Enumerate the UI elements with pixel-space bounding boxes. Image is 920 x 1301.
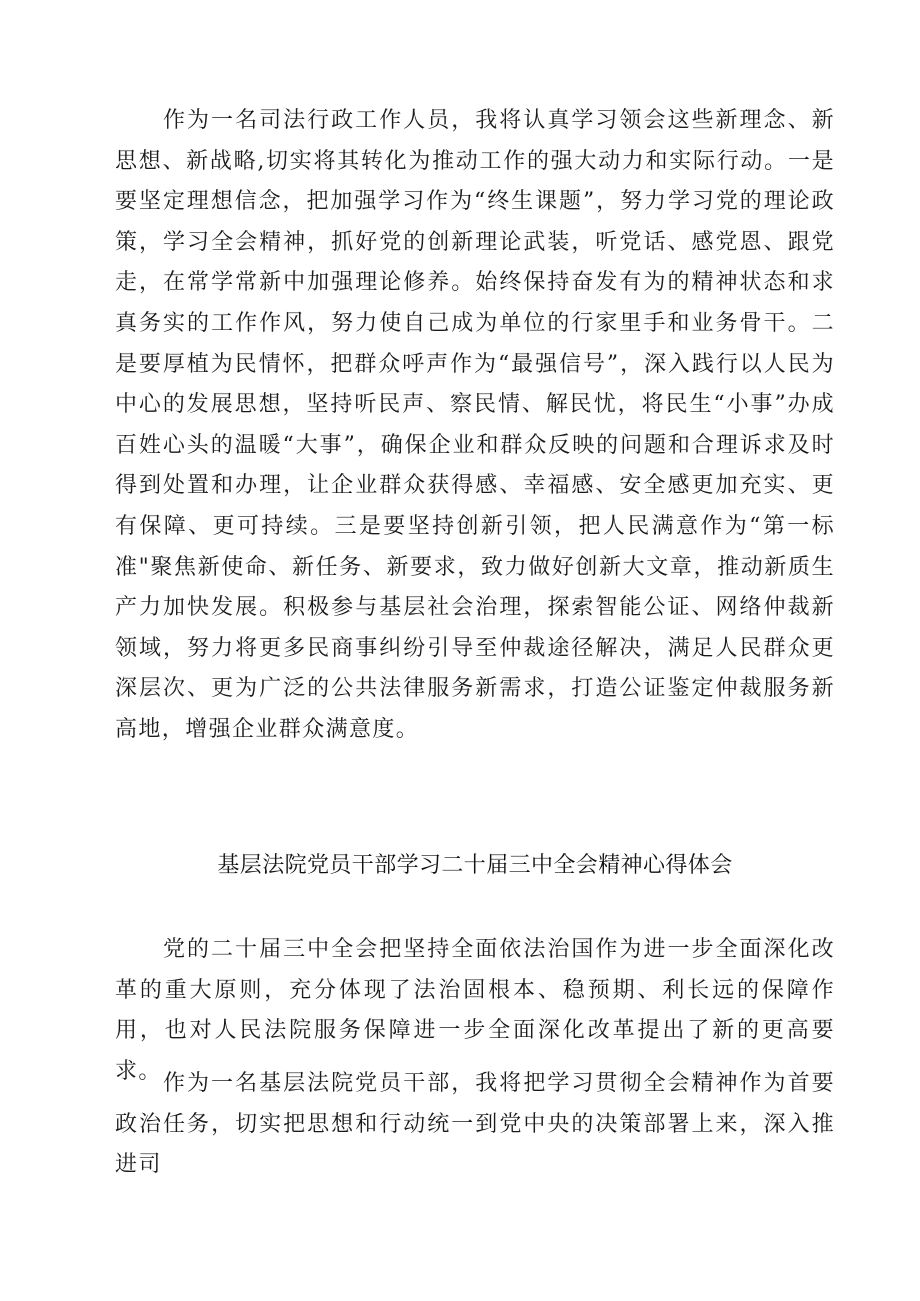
body-paragraph-judicial-admin: 作为一名司法行政工作人员，我将认真学习领会这些新理念、新思想、新战略,切实将其转化为推动工作的强大动力和实际行动。一是要坚定理想信念，把加强学习作为“终生课题”，努力学习党的理论政策，学习全会精神，抓好党的创新理论武装，听党话、感党恩、跟党走，在常学常新中加强理论修养。始终保持奋发有为的精神状态和求真务实的工作作风，努力使自己成为单位的行家里手和业务骨干。二是要厚植为民情怀，把群众呼声作为“最强信号”，深入践行以人民为中心的发展思想，坚持听民声、察民情、解民忧，将民生“小事”办成百姓心头的温暖“大事”，确保企业和群众反映的问题和合理诉求及时得到处置和办理，让企业群众获得感、幸福感、安全感更加充实、更有保障、更可持续。三是要坚持创新引领，把人民满意作为“第一标准"聚焦新使命、新任务、新要求，致力做好创新大文章，推动新质生产力加快发展。积极参与基层社会治理，探索智能公证、网络仲裁新领域，努力将更多民商事纠纷引导至仲裁途径解决，满足人民群众更深层次、更为广泛的公共法律服务新需求，打造公证鉴定仲裁服务新高地，增强企业群众满意度。 <box>115 108 835 742</box>
section-title: 基层法院党员干部学习二十届三中全会精神心得体会 <box>217 853 733 878</box>
body-paragraph-court-cadre: 作为一名基层法院党员干部，我将把学习贯彻全会精神作为首要政治任务，切实把思想和行动统一到党中央的决策部署上来，深入推进司 <box>115 1071 835 1178</box>
body-paragraph-intro: 党的二十届三中全会把坚持全面依法治国作为进一步全面深化改革的重大原则，充分体现了法治固根本、稳预期、利长远的保障作用，也对人民法院服务保障进一步全面深化改革提出了新的更高要求。 <box>115 937 835 1084</box>
